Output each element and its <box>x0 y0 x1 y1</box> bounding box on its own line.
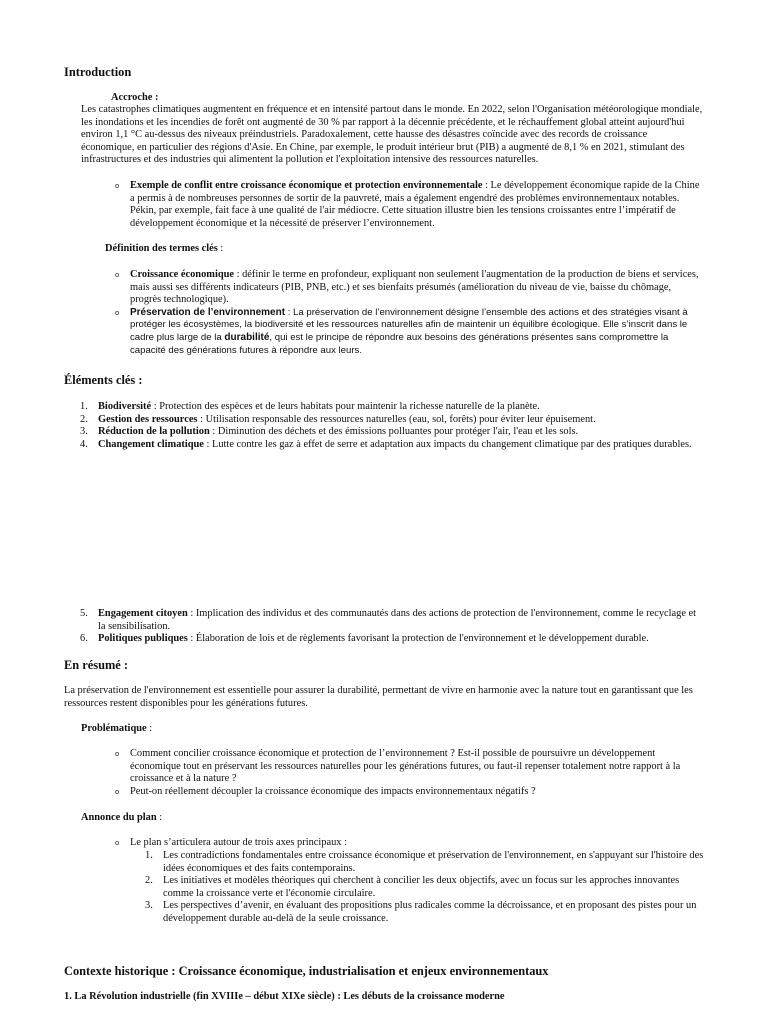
list-item <box>80 413 704 427</box>
item-term: Gestion des ressources <box>98 413 198 425</box>
introduction-heading: Introduction <box>64 65 132 79</box>
circle-bullet-icon: o <box>115 271 120 279</box>
item-number: 6. <box>80 633 88 645</box>
list-item <box>80 426 704 439</box>
conflict-text: : Le développement économique rapide de la Chine a permis à de nombreuses personnes de sortir de la pauvreté, mais a également engendré des problèmes environnementaux notables. Pékin, par exemple, fait face à une qualité de l'air médiocre. Cette situation illustre bien les tensions croissantes entre l’impératif de développement économique et la nécessité de préserver l’environnement. <box>130 180 700 229</box>
definitions-label: Définition des termes clés <box>105 243 218 254</box>
item-number: 1. <box>145 850 153 861</box>
plan-axis-text: Les initiatives et modèles théoriques qui cherchent à concilier les deux objectifs, avec un focus sur les approches innovantes comme la croissance verte et l'économie circulaire. <box>163 875 680 899</box>
circle-bullet-icon: o <box>115 839 120 847</box>
plan-axis-text: Les contradictions fondamentales entre croissance économique et préservation de l'environnement, en s'appuyant sur l'histoire des idées économiques et des faits contemporains. <box>163 850 704 874</box>
list-item <box>80 401 704 414</box>
item-number: 3. <box>80 426 88 438</box>
item-number: 2. <box>145 875 153 887</box>
definition-text: : La préservation de l’environnement désigne l’ensemble des actions et des stratégies visant à protéger les écosystèmes, la biodiversité et les ressources naturelles afin de maintenir un équilibre écologique. Elle s’inscrit dans le cadre plus large de la <box>130 306 688 343</box>
conflict-term: Exemple de conflit entre croissance économique et protection environnementale <box>130 180 483 191</box>
plan-axis-text: Les perspectives d’avenir, en évaluant des propositions plus radicales comme la décroissance, et en proposant des pistes pour un développement durable au-delà de la seule croissance. <box>163 900 697 924</box>
plan-list <box>115 837 704 850</box>
list-item <box>145 875 704 900</box>
annonce-label: Annonce du plan <box>81 812 157 823</box>
item-text: : Utilisation responsable des ressources naturelles (eau, sol, forêts) pour éviter leur épuisement. <box>197 413 596 425</box>
definition-term: Préservation de l’environnement <box>130 306 286 318</box>
item-number: 2. <box>80 413 88 425</box>
circle-bullet-icon: o <box>115 308 120 317</box>
definitions-list <box>115 269 704 357</box>
item-number: 5. <box>80 608 88 619</box>
list-item <box>115 785 704 799</box>
list-item <box>80 438 704 452</box>
annonce-label-line <box>81 812 162 825</box>
accroche-label: Accroche : <box>111 92 159 103</box>
elements-list-a <box>80 401 704 451</box>
item-term: Changement climatique <box>98 438 204 450</box>
list-item <box>145 850 704 875</box>
problematique-text: Comment concilier croissance économique et protection de l’environnement ? Est-il possible de poursuivre un développement économique tout en préservant les ressources naturelles pour les générations futures, ou faut-il repenser totalement notre rapport à la croissance et à la nature ? <box>130 748 681 785</box>
conflict-list <box>115 180 704 230</box>
definitions-suffix: : <box>217 243 224 254</box>
item-number: 4. <box>80 438 88 450</box>
problematique-suffix: : <box>146 723 153 734</box>
resume-paragraph: La préservation de l'environnement est essentielle pour assurer la durabilité, permettant de vivre en harmonie avec la nature tout en garantissant que les ressources restent disponibles pour les générations futures. <box>64 685 693 709</box>
item-term: Réduction de la pollution <box>98 426 210 438</box>
item-term: Biodiversité <box>98 401 152 412</box>
item-text: : Implication des individus et des communautés dans des actions de protection de l'environnement, comme le recyclage et la sensibilisation. <box>98 608 697 632</box>
list-item <box>80 633 704 646</box>
plan-axes-list <box>145 850 704 926</box>
elements-list-b <box>80 608 704 646</box>
circle-bullet-icon: o <box>115 787 120 796</box>
plan-intro: Le plan s’articulera autour de trois axes principaux : <box>130 837 347 848</box>
circle-bullet-icon: o <box>115 750 120 758</box>
item-number: 3. <box>145 900 153 912</box>
circle-bullet-icon: o <box>115 182 120 190</box>
list-item <box>145 900 704 925</box>
durabilite-term: durabilité <box>224 331 270 343</box>
contexte-subheading: 1. La Révolution industrielle (fin XVIIIe – début XIXe siècle) : Les débuts de la croissance moderne <box>64 991 505 1002</box>
list-item <box>80 608 704 633</box>
list-item <box>115 748 704 786</box>
item-text: : Lutte contre les gaz à effet de serre et adaptation aux impacts du changement climatique par des pratiques durables. <box>203 438 692 450</box>
item-term: Politiques publiques <box>98 633 188 645</box>
problematique-list <box>115 748 704 798</box>
item-text: : Protection des espèces et de leurs habitats pour maintenir la richesse naturelle de la planète. <box>151 401 540 412</box>
elements-heading: Éléments clés : <box>64 373 143 387</box>
resume-heading: En résumé : <box>64 658 129 672</box>
item-text: : Élaboration de lois et de règlements favorisant la protection de l'environnement et le développement durable. <box>187 633 649 645</box>
problematique-label-line <box>81 723 152 736</box>
item-number: 1. <box>80 401 88 412</box>
contexte-heading: Contexte historique : Croissance économique, industrialisation et enjeux environnementaux <box>64 964 549 978</box>
item-text: : Diminution des déchets et des émissions polluantes pour protéger l'air, l'eau et les sols. <box>209 426 579 438</box>
definitions-label-line <box>105 243 223 256</box>
list-item <box>115 180 704 230</box>
list-item <box>115 269 704 307</box>
definition-term: Croissance économique <box>130 269 234 280</box>
problematique-label: Problématique <box>81 723 147 734</box>
annonce-suffix: : <box>156 812 163 823</box>
definition-text-end: , qui est le principe de répondre aux besoins des générations présentes sans compromettre la capacité des générations futures à répondre aux leurs. <box>130 331 669 356</box>
accroche-paragraph: Les catastrophes climatiques augmentent en fréquence et en intensité partout dans le monde. En 2022, selon l'Organisation météorologique mondiale, les inondations et les incendies de forêt ont augmenté de 30 % par rapport à la décennie précédente, et le réchauffement global atteint aujourd'hui environ 1,1 °C au-dessus des niveaux préindustriels. Paradoxalement, cette hausse des désastres coïncide avec des records de croissance économique, en particulier des régions d'Asie. En Chine, par exemple, le produit intérieur brut (PIB) a augmenté de 8,1 % en 2021, stimulant des infrastructures et des industries qui alimentent la pollution et l'exploitation intensive des ressources naturelles. <box>81 104 703 166</box>
definition-text: : définir le terme en profondeur, expliquant non seulement l'augmentation de la production de biens et services, mais aussi ses différents indicateurs (PIB, PNB, etc.) et ses bienfaits présumés (amélioration du niveau de vie, baisse du chômage, progrès technologique). <box>130 269 699 306</box>
problematique-text: Peut-on réellement découpler la croissance économique des impacts environnementaux négatifs ? <box>130 785 536 797</box>
list-item <box>115 306 704 357</box>
list-item <box>115 837 704 850</box>
item-term: Engagement citoyen <box>98 608 188 619</box>
